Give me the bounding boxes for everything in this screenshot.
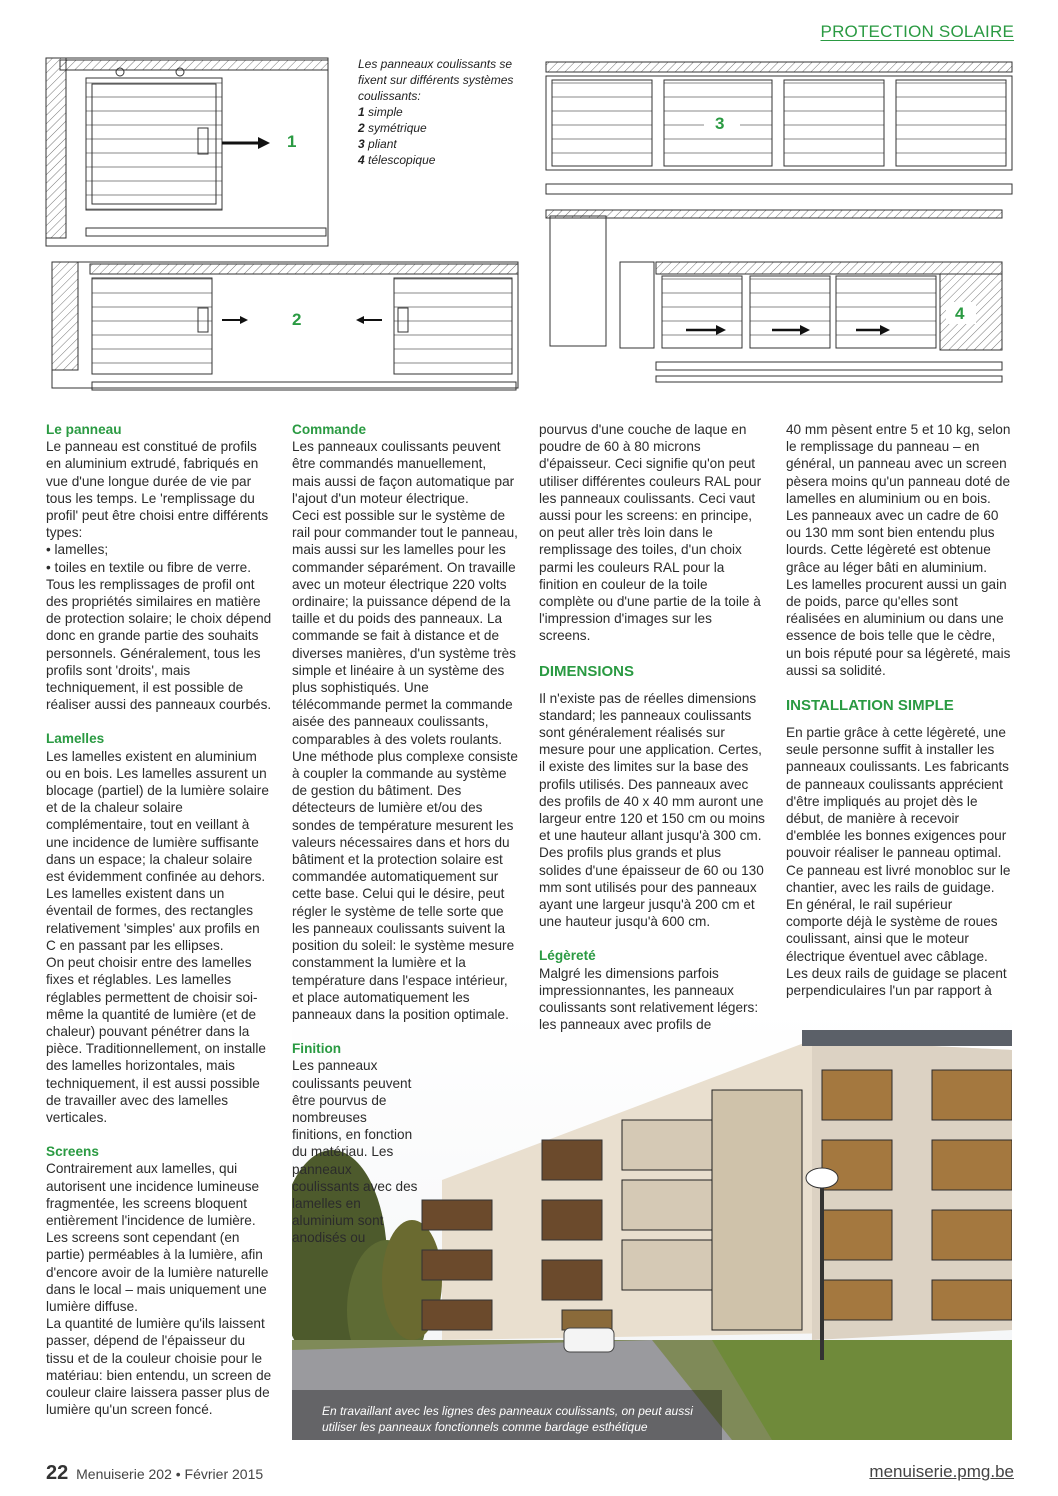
arrow-right-icon — [222, 316, 248, 324]
paragraph: Le panneau est constitué de profils en aluminium extrudé, fabriqués en vue d'une longue durée de vie par tous les temps. Le 'remplissage du profil' peut être choisi entre différents types: — [46, 439, 269, 541]
diagram-number-1: 1 — [287, 132, 297, 151]
paragraph: On peut choisir entre des lamelles fixes et réglables. Les lamelles réglables permettent de choisir soi-même la quantité de lumière (et de chaleur) pouvant pénétrer dans la pièce. Traditionnellement, on installe des lamelles horizontales, mais techniquement, il est aussi possible de travailler avec des lamelles verticales. — [46, 955, 266, 1125]
diagram-simple — [46, 58, 328, 246]
diagram-number-4: 4 — [955, 304, 965, 323]
caption-item: 1 simple — [358, 105, 403, 119]
issue-label: Menuiserie 202 • Février 2015 — [76, 1466, 264, 1482]
paragraph: La quantité de lumière qu'ils laissent passer, dépend de l'épaisseur du tissu et de la couleur choisie pour le matériau: bien entendu, un screen de couleur claire laissera passer plus de lumière qu'un screen foncé. — [46, 1316, 272, 1418]
column-4 — [786, 421, 1012, 999]
paragraph: Tous les remplissages de profil ont des propriétés similaires en matière de protection solaire; le choix dépend donc en grande partie des souhaits personnels. Généralement, tous les profils sont 'droits', mais techniquement, il est possible de réaliser aussi des panneaux courbés. — [46, 576, 272, 713]
website-link[interactable]: menuiserie.pmg.be — [869, 1462, 1014, 1481]
heading-lamelles: Lamelles — [46, 731, 105, 747]
diagram-folding — [546, 62, 1012, 194]
page-number: 22 — [46, 1462, 69, 1484]
arrow-right-icon — [222, 137, 270, 149]
column-1 — [46, 421, 272, 1418]
column-3 — [539, 421, 765, 1034]
paragraph: Les panneaux coulissants peuvent être pourvus de nombreuses finitions, en fonction du matériau. Les panneaux coulissants avec des lamelles en aluminium sont anodisés ou — [292, 1058, 418, 1246]
paragraph: Il n'existe pas de réelles dimensions standard; les panneaux coulissants sont généralement réalisés sur mesure pour une application. Certes, il existe des limites sur la base des profils utilisés. Des panneaux avec des profils de 40 x 40 mm auront une largeur entre 120 et 150 cm ou moins et une hauteur allant jusqu'à 300 cm. Des profils plus grands et plus solides d'une épaisseur de 60 ou 130 mm sont utilisés pour des panneaux ayant une largeur jusqu'à 200 cm et une hauteur jusqu'à 600 cm. — [539, 690, 765, 930]
diagram-telescopic — [546, 210, 1002, 382]
paragraph: Les lamelles existent en aluminium ou en bois. Les lamelles assurent un blocage (partiel) de la lumière solaire et de la chaleur solaire complémentaire, tout en veillant à une incidence de lumière suffisante dans un espace; la chaleur solaire est évidemment confinée au dehors. Les lamelles existent dans un éventail de formes, des rectangles relativement 'simples' aux profils en C en passant par les ellipses. — [46, 748, 269, 953]
heading-legerete: Légèreté — [539, 948, 596, 964]
caption-item: 2 symétrique — [358, 121, 427, 135]
caption-item: 4 télescopique — [358, 153, 436, 167]
heading-installation: INSTALLATION SIMPLE — [786, 697, 954, 715]
caption-intro: Les panneaux coulissants se fixent sur différents systèmes coulissants: — [358, 57, 514, 103]
paragraph: Ceci est possible sur le système de rail pour commander tout le panneau, mais aussi sur les lamelles pour les commander séparément. On travaille avec un moteur électrique 220 volts ordinaire; la puissance dépend de la taille et du poids des panneaux. La commande se fait à distance et de diverses manières, d'un système très simple et linéaire à un système des plus sophistiqués. Une télécommande permet la commande aisée des panneaux coulissants, comparables à des volets roulants. Une méthode plus complexe consiste à coupler la commande au système de gestion du bâtiment. Des détecteurs de lumière et/ou des sondes de température mesurent les valeurs nécessaires dans et hors du bâtiment et la protection solaire est commandée automatiquement sur cette base. Celui qui le désire, peut régler le système de telle sorte que les panneaux coulissants suivent la position du soleil: le système mesure constamment la lumière et la température dans l'espace intérieur, et place automatiquement les panneaux dans la position optimale. — [292, 508, 518, 1022]
arrow-left-icon — [356, 316, 382, 324]
paragraph: En partie grâce à cette légèreté, une seule personne suffit à installer les panneaux coulissants. Les fabricants de panneaux coulissants apprécient d'être impliqués au projet dès le début, de manière à recevoir d'emblée les bonnes exigences pour pouvoir réaliser le panneau optimal. Ce panneau est livré monobloc sur le chantier, avec les rails de guidage. En général, le rail supérieur comporte déjà le système de roues coulissant, ainsi que le moteur électrique éventuel avec câblage. Les deux rails de guidage se placent perpendiculaires l'un par rapport à — [786, 725, 1011, 999]
paragraph: pourvus d'une couche de laque en poudre de 60 à 80 microns d'épaisseur. Ceci signifie qu'on peut utiliser différentes couleurs RAL pour les panneaux coulissants. Ceci vaut aussi pour les screens: en principe, on peut aller très loin dans le remplissage des toiles, d'un choix parmi les couleurs RAL pour la finition en couleur de la toile complète ou d'une partie de la toile à l'impression d'images sur les screens. — [539, 422, 762, 644]
photo-caption: En travaillant avec les lignes des panneaux coulissants, on peut aussi utiliser les panneaux fonctionnels comme bardage esthétique — [322, 1404, 693, 1434]
diagram-number-3: 3 — [715, 114, 725, 133]
heading-screens: Screens — [46, 1144, 99, 1160]
column-2 — [292, 421, 518, 1247]
footer-issue — [46, 1462, 263, 1485]
diagram-caption — [358, 56, 528, 168]
caption-item: 3 pliant — [358, 137, 397, 151]
heading-commande: Commande — [292, 422, 367, 437]
section-title: PROTECTION SOLAIRE — [820, 22, 1014, 41]
heading-panneau: Le panneau — [46, 422, 122, 437]
heading-finition: Finition — [292, 1041, 342, 1057]
paragraph: 40 mm pèsent entre 5 et 10 kg, selon le remplissage du panneau – en général, un panneau avec un screen pèsera moins qu'un panneau doté de lamelles en aluminium ou en bois. Les panneaux avec un cadre de 60 ou 130 mm sont bien entendu plus lourds. Cette légèreté est obtenue grâce au léger bâti en aluminium. Les lamelles procurent aussi un gain de poids, parce qu'elles sont réalisées en aluminium ou dans une essence de bois telle que le cèdre, un bois réputé pour sa légèreté, mais aussi sa solidité. — [786, 422, 1011, 678]
paragraph: Contrairement aux lamelles, qui autorisent une incidence lumineuse fragmentée, les screens bloquent entièrement l'incidence de lumière. Les screens sont cependant (en partie) perméables à la lumière, afin d'encore avoir de la lumière naturelle dans le local – mais uniquement une lumière diffuse. — [46, 1161, 269, 1314]
bullet-item: • lamelles; — [46, 542, 109, 558]
sliding-panel-diagrams — [0, 0, 1058, 400]
diagram-symmetrical — [52, 262, 518, 390]
bullet-item: • toiles en textile ou fibre de verre. — [46, 559, 251, 575]
diagram-number-2: 2 — [292, 310, 302, 329]
heading-dimensions: DIMENSIONS — [539, 662, 635, 680]
paragraph: Malgré les dimensions parfois impressionnantes, les panneaux coulissants sont relativement légers: les panneaux avec profils de — [539, 965, 759, 1033]
paragraph: Les panneaux coulissants peuvent être commandés manuellement, mais aussi de façon automatique par l'ajout d'un moteur électrique. — [292, 439, 515, 506]
